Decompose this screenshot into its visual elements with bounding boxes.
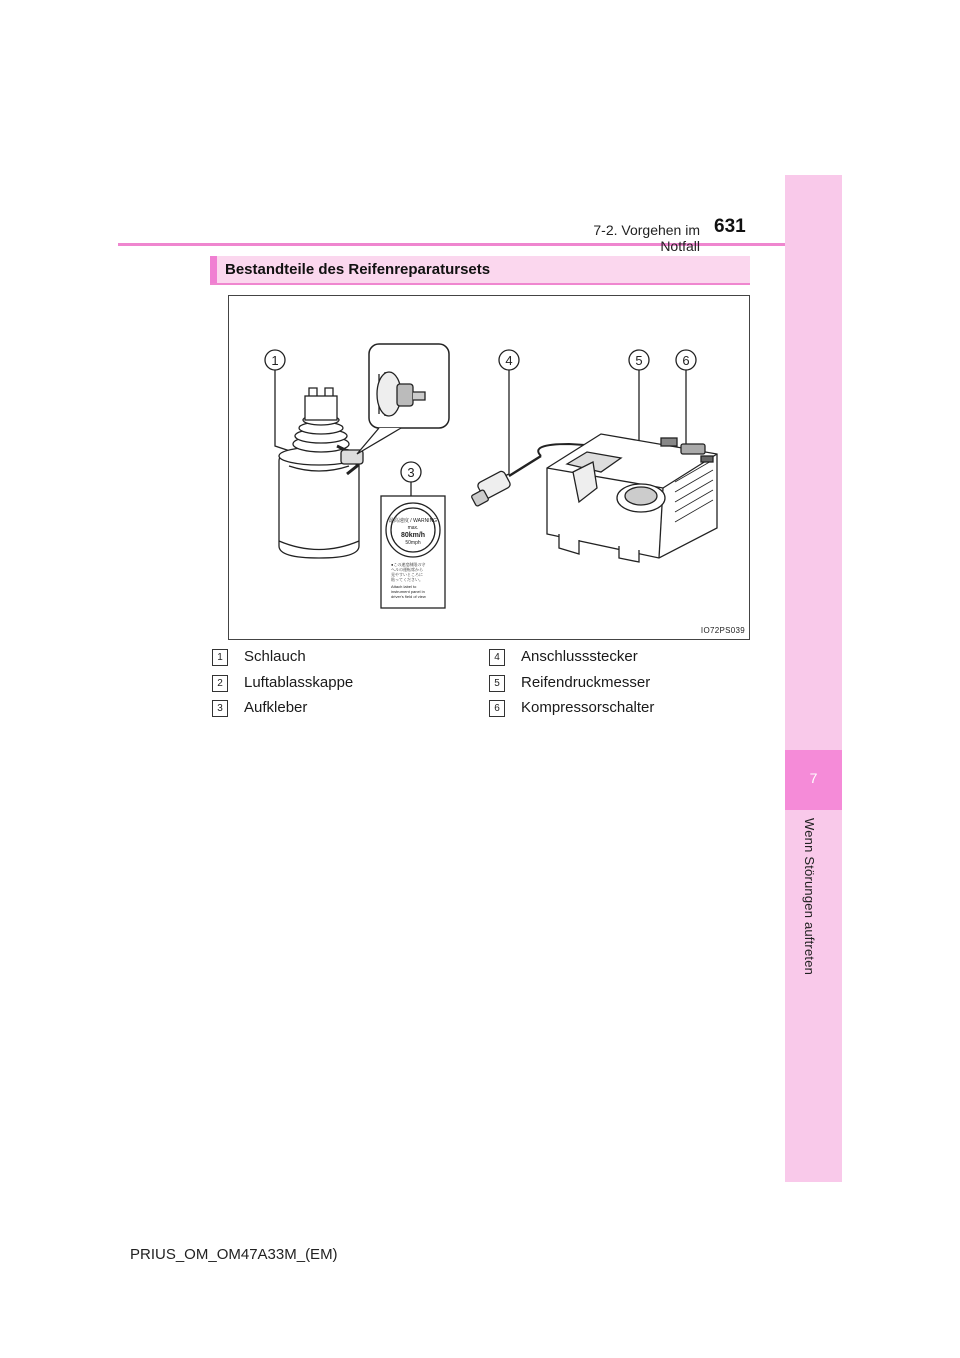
legend-label-6: Kompressorschalter xyxy=(521,699,655,716)
sticker-jp-line-4: 貼ってください。 xyxy=(391,577,423,582)
sticker-max: max. xyxy=(407,525,419,531)
callout-1 xyxy=(265,350,285,370)
section-heading-bar xyxy=(210,256,217,283)
legend-label-2: Luftablasskappe xyxy=(244,674,354,691)
callout-5 xyxy=(629,350,649,370)
legend-label-5: Reifendruckmesser xyxy=(521,674,651,691)
leader-line-4 xyxy=(491,370,509,482)
sticker-en-line-3: driver's field of view xyxy=(391,594,426,599)
legend-number-2: 2 xyxy=(212,675,228,692)
callout-1-label: 1 xyxy=(271,353,279,368)
repair-kit-figure xyxy=(228,295,750,640)
air-release-cap-detail xyxy=(357,344,449,454)
sticker-speed-mph: 50mph xyxy=(405,540,421,546)
callout-5-label: 5 xyxy=(635,353,643,368)
legend-label-4: Anschlussstecker xyxy=(521,648,638,665)
sticker-jp-line-2: ヘルの運転席から xyxy=(391,567,423,572)
speed-warning-sticker xyxy=(381,496,445,608)
sticker-speed-kmh: 80km/h xyxy=(400,532,426,539)
section-heading xyxy=(210,256,750,285)
callout-3-label: 3 xyxy=(407,465,415,480)
sealant-bottle xyxy=(279,388,363,558)
legend-number-5: 5 xyxy=(489,675,505,692)
repair-kit-illustration xyxy=(229,296,749,639)
legend-number-4: 4 xyxy=(489,649,505,666)
chapter-side-tab[interactable] xyxy=(785,175,842,1182)
chapter-reference: 7-2. Vorgehen im Notfall xyxy=(593,222,700,254)
sticker-jp-line-1: ●この速度制限の守 xyxy=(391,562,426,567)
page-number: 631 xyxy=(714,216,746,237)
legend-number-1: 1 xyxy=(212,649,228,666)
legend-number-6: 6 xyxy=(489,700,505,717)
header-rule xyxy=(118,243,842,246)
legend-label-1: Schlauch xyxy=(244,648,306,665)
sticker-jp-line-3: 見やすいところに xyxy=(391,572,423,577)
sticker-en-line-1: Attach label to xyxy=(391,584,417,589)
callout-4 xyxy=(499,350,519,370)
chapter-side-tab-number: 7 xyxy=(809,770,818,786)
compressor-unit xyxy=(547,434,717,562)
callout-6-label: 6 xyxy=(682,353,690,368)
callout-4-label: 4 xyxy=(505,353,513,368)
callout-6 xyxy=(676,350,696,370)
sticker-en-line-2: instrument panel in xyxy=(391,589,425,594)
legend-label-3: Aufkleber xyxy=(244,699,308,716)
legend-number-3: 3 xyxy=(212,700,228,717)
figure-code: IO72PS039 xyxy=(700,626,745,635)
sticker-warning-title: 最高速度 / WARNING xyxy=(388,518,438,524)
chapter-side-tab-label: Wenn Störungen auftreten xyxy=(802,818,817,976)
document-code: PRIUS_OM_OM47A33M_(EM) xyxy=(130,1246,338,1263)
callout-3 xyxy=(401,462,421,482)
section-heading-text: Bestandteile des Reifenreparatursets xyxy=(225,261,491,278)
